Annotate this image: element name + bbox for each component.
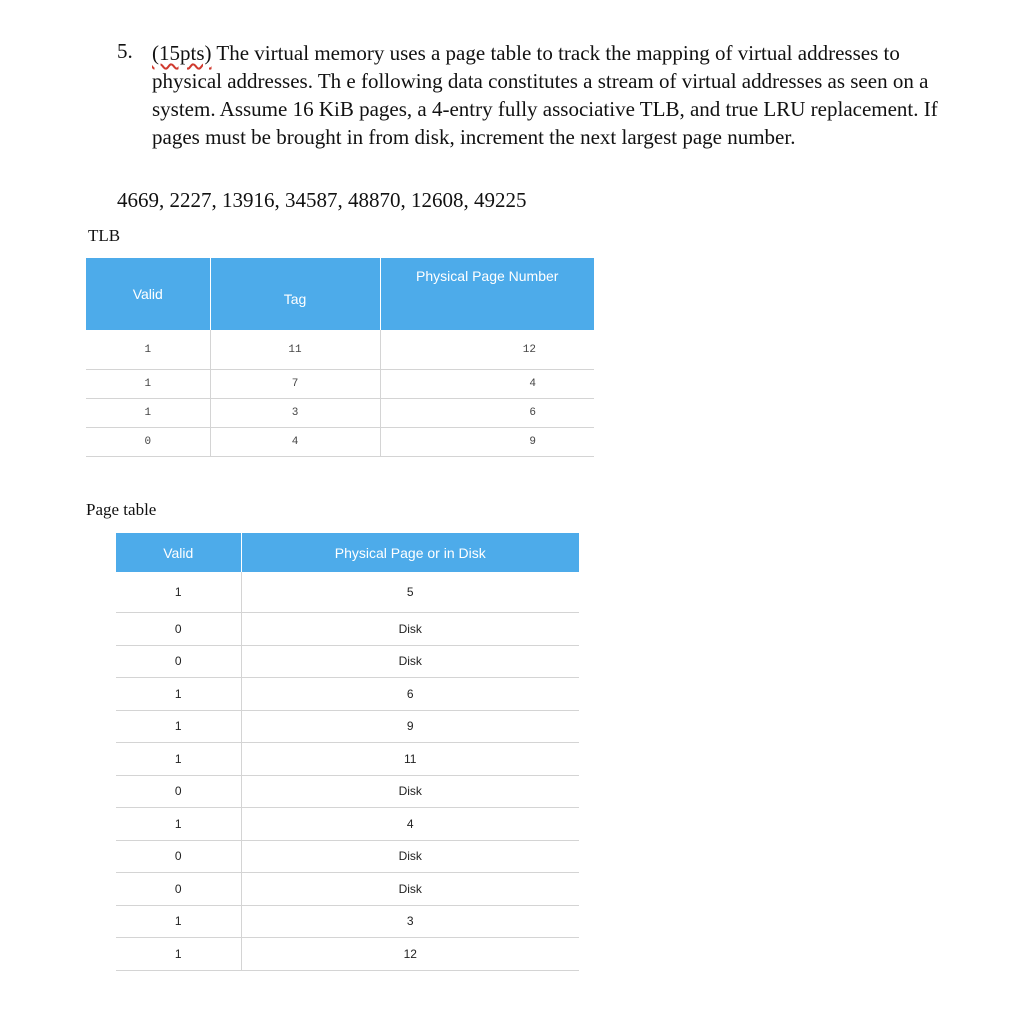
page-table-cell-valid: 1 <box>116 905 241 938</box>
page-table-row <box>116 613 579 646</box>
tlb-row <box>86 399 594 428</box>
page-table-cell-ppn: 3 <box>241 905 579 938</box>
tlb-header-tag: Tag <box>210 258 380 330</box>
page-table-cell-ppn: Disk <box>241 840 579 873</box>
page-table-cell-valid: 0 <box>116 645 241 678</box>
tlb-cell-ppn: 12 <box>380 330 594 370</box>
page-table-cell-ppn: Disk <box>241 873 579 906</box>
page-table-row <box>116 775 579 808</box>
page-table-cell-valid: 0 <box>116 613 241 646</box>
page-table-cell-valid: 1 <box>116 710 241 743</box>
tlb-cell-tag: 4 <box>210 428 380 457</box>
page-table-header-ppn: Physical Page or in Disk <box>241 533 579 572</box>
tlb-row <box>86 428 594 457</box>
question-body: The virtual memory uses a page table to track the mapping of virtual addresses to physical addresses. Th e following data constitutes a stream of virtual addresses as seen on a system. Assume 16 KiB pages, a 4-entry fully associative TLB, and true LRU replacement. If pages must be brought in from disk, increment the next largest page number. <box>152 41 938 149</box>
tlb-cell-ppn: 9 <box>380 428 594 457</box>
page-table-row <box>116 572 579 613</box>
page-table-cell-valid: 0 <box>116 840 241 873</box>
tlb-cell-valid: 1 <box>86 370 210 399</box>
page-table-cell-ppn: 12 <box>241 938 579 971</box>
page-table-row <box>116 938 579 971</box>
page-table-cell-valid: 1 <box>116 572 241 613</box>
page-table-row <box>116 808 579 841</box>
tlb-label: TLB <box>88 226 121 245</box>
page-table-row <box>116 678 579 711</box>
page-table-cell-valid: 1 <box>116 678 241 711</box>
page-table-cell-ppn: Disk <box>241 645 579 678</box>
page-table-header-row <box>116 533 579 572</box>
page-table-row <box>116 645 579 678</box>
page-table-cell-ppn: 11 <box>241 743 579 776</box>
tlb-cell-valid: 1 <box>86 399 210 428</box>
tlb-cell-ppn: 4 <box>380 370 594 399</box>
tlb-cell-valid: 1 <box>86 330 210 370</box>
question-number: 5. <box>117 39 133 63</box>
tlb-row <box>86 330 594 370</box>
tlb-header-valid: Valid <box>86 258 210 330</box>
page-table-cell-ppn: 6 <box>241 678 579 711</box>
page-table-header-valid: Valid <box>116 533 241 572</box>
tlb-cell-tag: 7 <box>210 370 380 399</box>
page-table-cell-ppn: 4 <box>241 808 579 841</box>
tlb-header-ppn: Physical Page Number <box>380 258 594 330</box>
address-stream: 4669, 2227, 13916, 34587, 48870, 12608, 49225 <box>117 188 527 212</box>
tlb-cell-tag: 3 <box>210 399 380 428</box>
page-table-cell-ppn: Disk <box>241 613 579 646</box>
page-table-row <box>116 873 579 906</box>
page-table-row <box>116 743 579 776</box>
page-table-row <box>116 710 579 743</box>
page-table-cell-ppn: 9 <box>241 710 579 743</box>
page-table-cell-valid: 1 <box>116 808 241 841</box>
page-table-cell-valid: 1 <box>116 938 241 971</box>
tlb-cell-tag: 11 <box>210 330 380 370</box>
page-table-cell-valid: 0 <box>116 775 241 808</box>
page-table-cell-valid: 1 <box>116 743 241 776</box>
question-text <box>152 39 952 151</box>
tlb-header-row <box>86 258 594 330</box>
page-table-row <box>116 840 579 873</box>
page-table-cell-valid: 0 <box>116 873 241 906</box>
tlb-row <box>86 370 594 399</box>
page-table <box>116 533 579 971</box>
tlb-table <box>86 258 594 457</box>
tlb-cell-valid: 0 <box>86 428 210 457</box>
question-points: (15pts) <box>152 41 212 65</box>
page-table-cell-ppn: Disk <box>241 775 579 808</box>
page-table-row <box>116 905 579 938</box>
page-table-label: Page table <box>86 500 157 519</box>
tlb-cell-ppn: 6 <box>380 399 594 428</box>
page-table-cell-ppn: 5 <box>241 572 579 613</box>
